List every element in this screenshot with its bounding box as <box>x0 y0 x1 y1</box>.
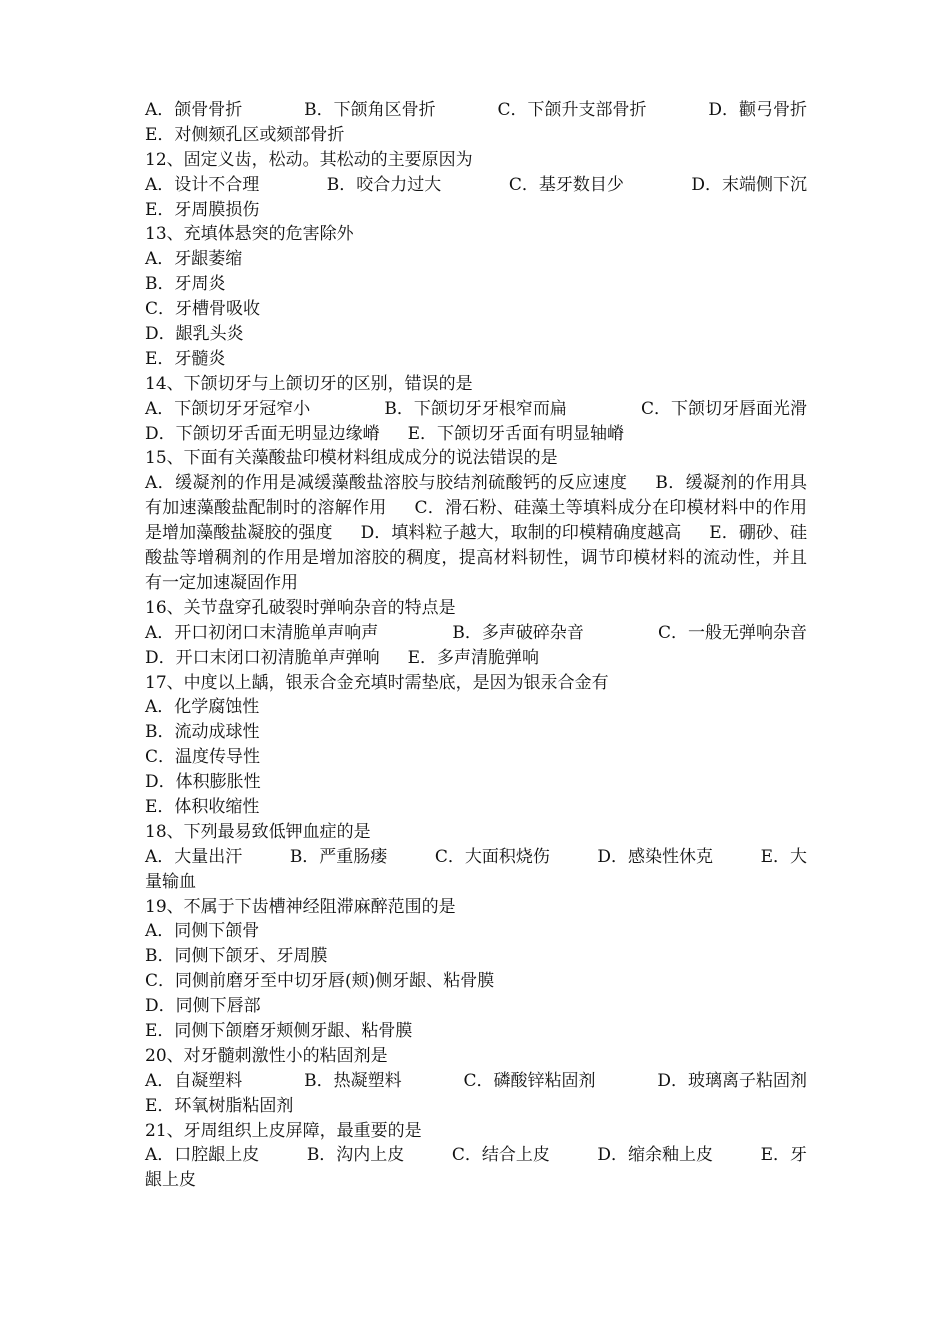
q12-option-a: A．设计不合理 <box>145 174 260 195</box>
q15-options-paragraph <box>145 471 807 596</box>
q17-option-d: D．体积膨胀性 <box>145 772 261 793</box>
q17-stem: 17、中度以上龋，银汞合金充填时需垫底，是因为银汞合金有 <box>145 672 609 693</box>
q11-option-d: D．颧弓骨折 <box>708 100 807 120</box>
q11-option-a: A．颌骨骨折 <box>145 100 243 120</box>
q18-stem: 18、下列最易致低钾血症的是 <box>145 821 371 842</box>
q11-option-b: B．下颌角区骨折 <box>304 100 436 120</box>
q19-option-a: A．同侧下颌骨 <box>145 921 260 942</box>
q21-option-d: D．缩余釉上皮 <box>597 1145 714 1166</box>
q16-option-d: D．开口末闭口初清脆单声弹响 <box>145 647 380 668</box>
q21-stem: 21、牙周组织上皮屏障，最重要的是 <box>145 1120 422 1141</box>
q20-stem: 20、对牙髓刺激性小的粘固剂是 <box>145 1045 388 1066</box>
q21-option-c: C．结合上皮 <box>451 1145 550 1166</box>
q20-option-b: B．热凝塑料 <box>304 1070 402 1091</box>
q14-options-row-2 <box>145 422 807 447</box>
q12-option-d: D．末端侧下沉 <box>691 174 807 195</box>
q16-option-e: E．多声清脆弹响 <box>407 647 540 668</box>
q19-option-c: C．同侧前磨牙至中切牙唇(颊)侧牙龈、粘骨膜 <box>145 971 495 992</box>
q16-options-row-2 <box>145 646 807 671</box>
q15-option-a: A．缓凝剂的作用是减缓藻酸盐溶胶与胶结剂硫酸钙的反应速度 <box>145 473 628 494</box>
q21-option-a: A．口腔龈上皮 <box>145 1145 260 1166</box>
q15-option-c: C．滑石粉、硅藻土等填料成分在印模材料中的作用是增加藻酸盐凝胶的强度 <box>145 498 807 544</box>
q19-option-e: E．同侧下颌磨牙颊侧牙龈、粘骨膜 <box>145 1021 413 1042</box>
q18-option-d: D．感染性休克 <box>597 846 714 867</box>
q21-option-e-continuation: 龈上皮 <box>145 1170 196 1191</box>
q13-option-a: A．牙龈萎缩 <box>145 249 243 270</box>
q19-option-b: B．同侧下颌牙、牙周膜 <box>145 946 328 967</box>
q12-option-e: E．牙周膜损伤 <box>145 199 260 220</box>
q15-option-d: D．填料粒子越大，取制的印模精确度越高 <box>360 523 682 544</box>
q21-option-b: B．沟内上皮 <box>306 1145 405 1166</box>
q13-option-d: D．龈乳头炎 <box>145 324 244 345</box>
q20-option-e: E．环氧树脂粘固剂 <box>145 1095 294 1116</box>
q14-option-e: E．下颌切牙舌面有明显轴嵴 <box>407 423 625 444</box>
q17-option-b: B．流动成球性 <box>145 722 260 743</box>
q14-stem: 14、下颌切牙与上颌切牙的区别，错误的是 <box>145 373 473 394</box>
q14-option-b: B．下颌切牙牙根窄而扁 <box>384 398 567 419</box>
q16-option-b: B．多声破碎杂音 <box>452 622 584 643</box>
q20-option-a: A．自凝塑料 <box>145 1070 243 1091</box>
q13-option-b: B．牙周炎 <box>145 274 226 295</box>
exam-questions <box>145 98 807 1193</box>
q18-option-c: C．大面积烧伤 <box>434 846 550 867</box>
q19-stem: 19、不属于下齿槽神经阻滞麻醉范围的是 <box>145 896 456 917</box>
q14-options-row-1 <box>145 397 807 422</box>
q18-options-row <box>145 845 807 870</box>
q20-option-d: D．玻璃离子粘固剂 <box>657 1070 807 1091</box>
q12-stem: 12、固定义齿，松动。其松动的主要原因为 <box>145 149 473 170</box>
q13-stem: 13、充填体悬突的危害除外 <box>145 224 354 245</box>
q20-options-row <box>145 1069 807 1094</box>
q16-options-row-1 <box>145 621 807 646</box>
q20-option-c: C．磷酸锌粘固剂 <box>463 1070 596 1091</box>
q15-option-e: E．硼砂、硅酸盐等增稠剂的作用是增加溶胶的稠度，提高材料韧性，调节印模材料的流动性，并且有一定加速凝固作用 <box>145 523 807 593</box>
q11-options-row <box>145 98 807 123</box>
q12-option-c: C．基牙数目少 <box>508 174 624 195</box>
q16-option-a: A．开口初闭口末清脆单声响声 <box>145 622 379 643</box>
q21-option-e: E．牙 <box>760 1145 807 1166</box>
q18-option-a: A．大量出汗 <box>145 846 243 867</box>
q14-option-a: A．下颌切牙牙冠窄小 <box>145 398 311 419</box>
q21-options-row <box>145 1143 807 1168</box>
q11-option-c: C．下颌升支部骨折 <box>497 100 647 120</box>
q16-stem: 16、关节盘穿孔破裂时弹响杂音的特点是 <box>145 597 456 618</box>
q15-stem: 15、下面有关藻酸盐印模材料组成成分的说法错误的是 <box>145 448 558 469</box>
q15-option-b: B．缓凝剂的作用具有加速藻酸盐配制时的溶解作用 <box>145 473 807 519</box>
q16-option-c: C．一般无弹响杂音 <box>657 622 807 643</box>
q18-option-e: E．大 <box>760 846 807 867</box>
q17-option-c: C．温度传导性 <box>145 747 261 768</box>
q13-option-c: C．牙槽骨吸收 <box>145 299 261 320</box>
q13-option-e: E．牙髓炎 <box>145 348 226 369</box>
q19-option-d: D．同侧下唇部 <box>145 996 261 1017</box>
q12-options-row <box>145 173 807 198</box>
q14-option-d: D．下颌切牙舌面无明显边缘嵴 <box>145 423 380 444</box>
q14-option-c: C．下颌切牙唇面光滑 <box>640 398 807 419</box>
q18-option-e-continuation: 量输血 <box>145 871 196 892</box>
q17-option-a: A．化学腐蚀性 <box>145 697 260 718</box>
q11-option-e: E．对侧颏孔区或颏部骨折 <box>145 124 345 145</box>
q18-option-b: B．严重肠瘘 <box>289 846 388 867</box>
q12-option-b: B．咬合力过大 <box>326 174 442 195</box>
q17-option-e: E．体积收缩性 <box>145 797 260 818</box>
